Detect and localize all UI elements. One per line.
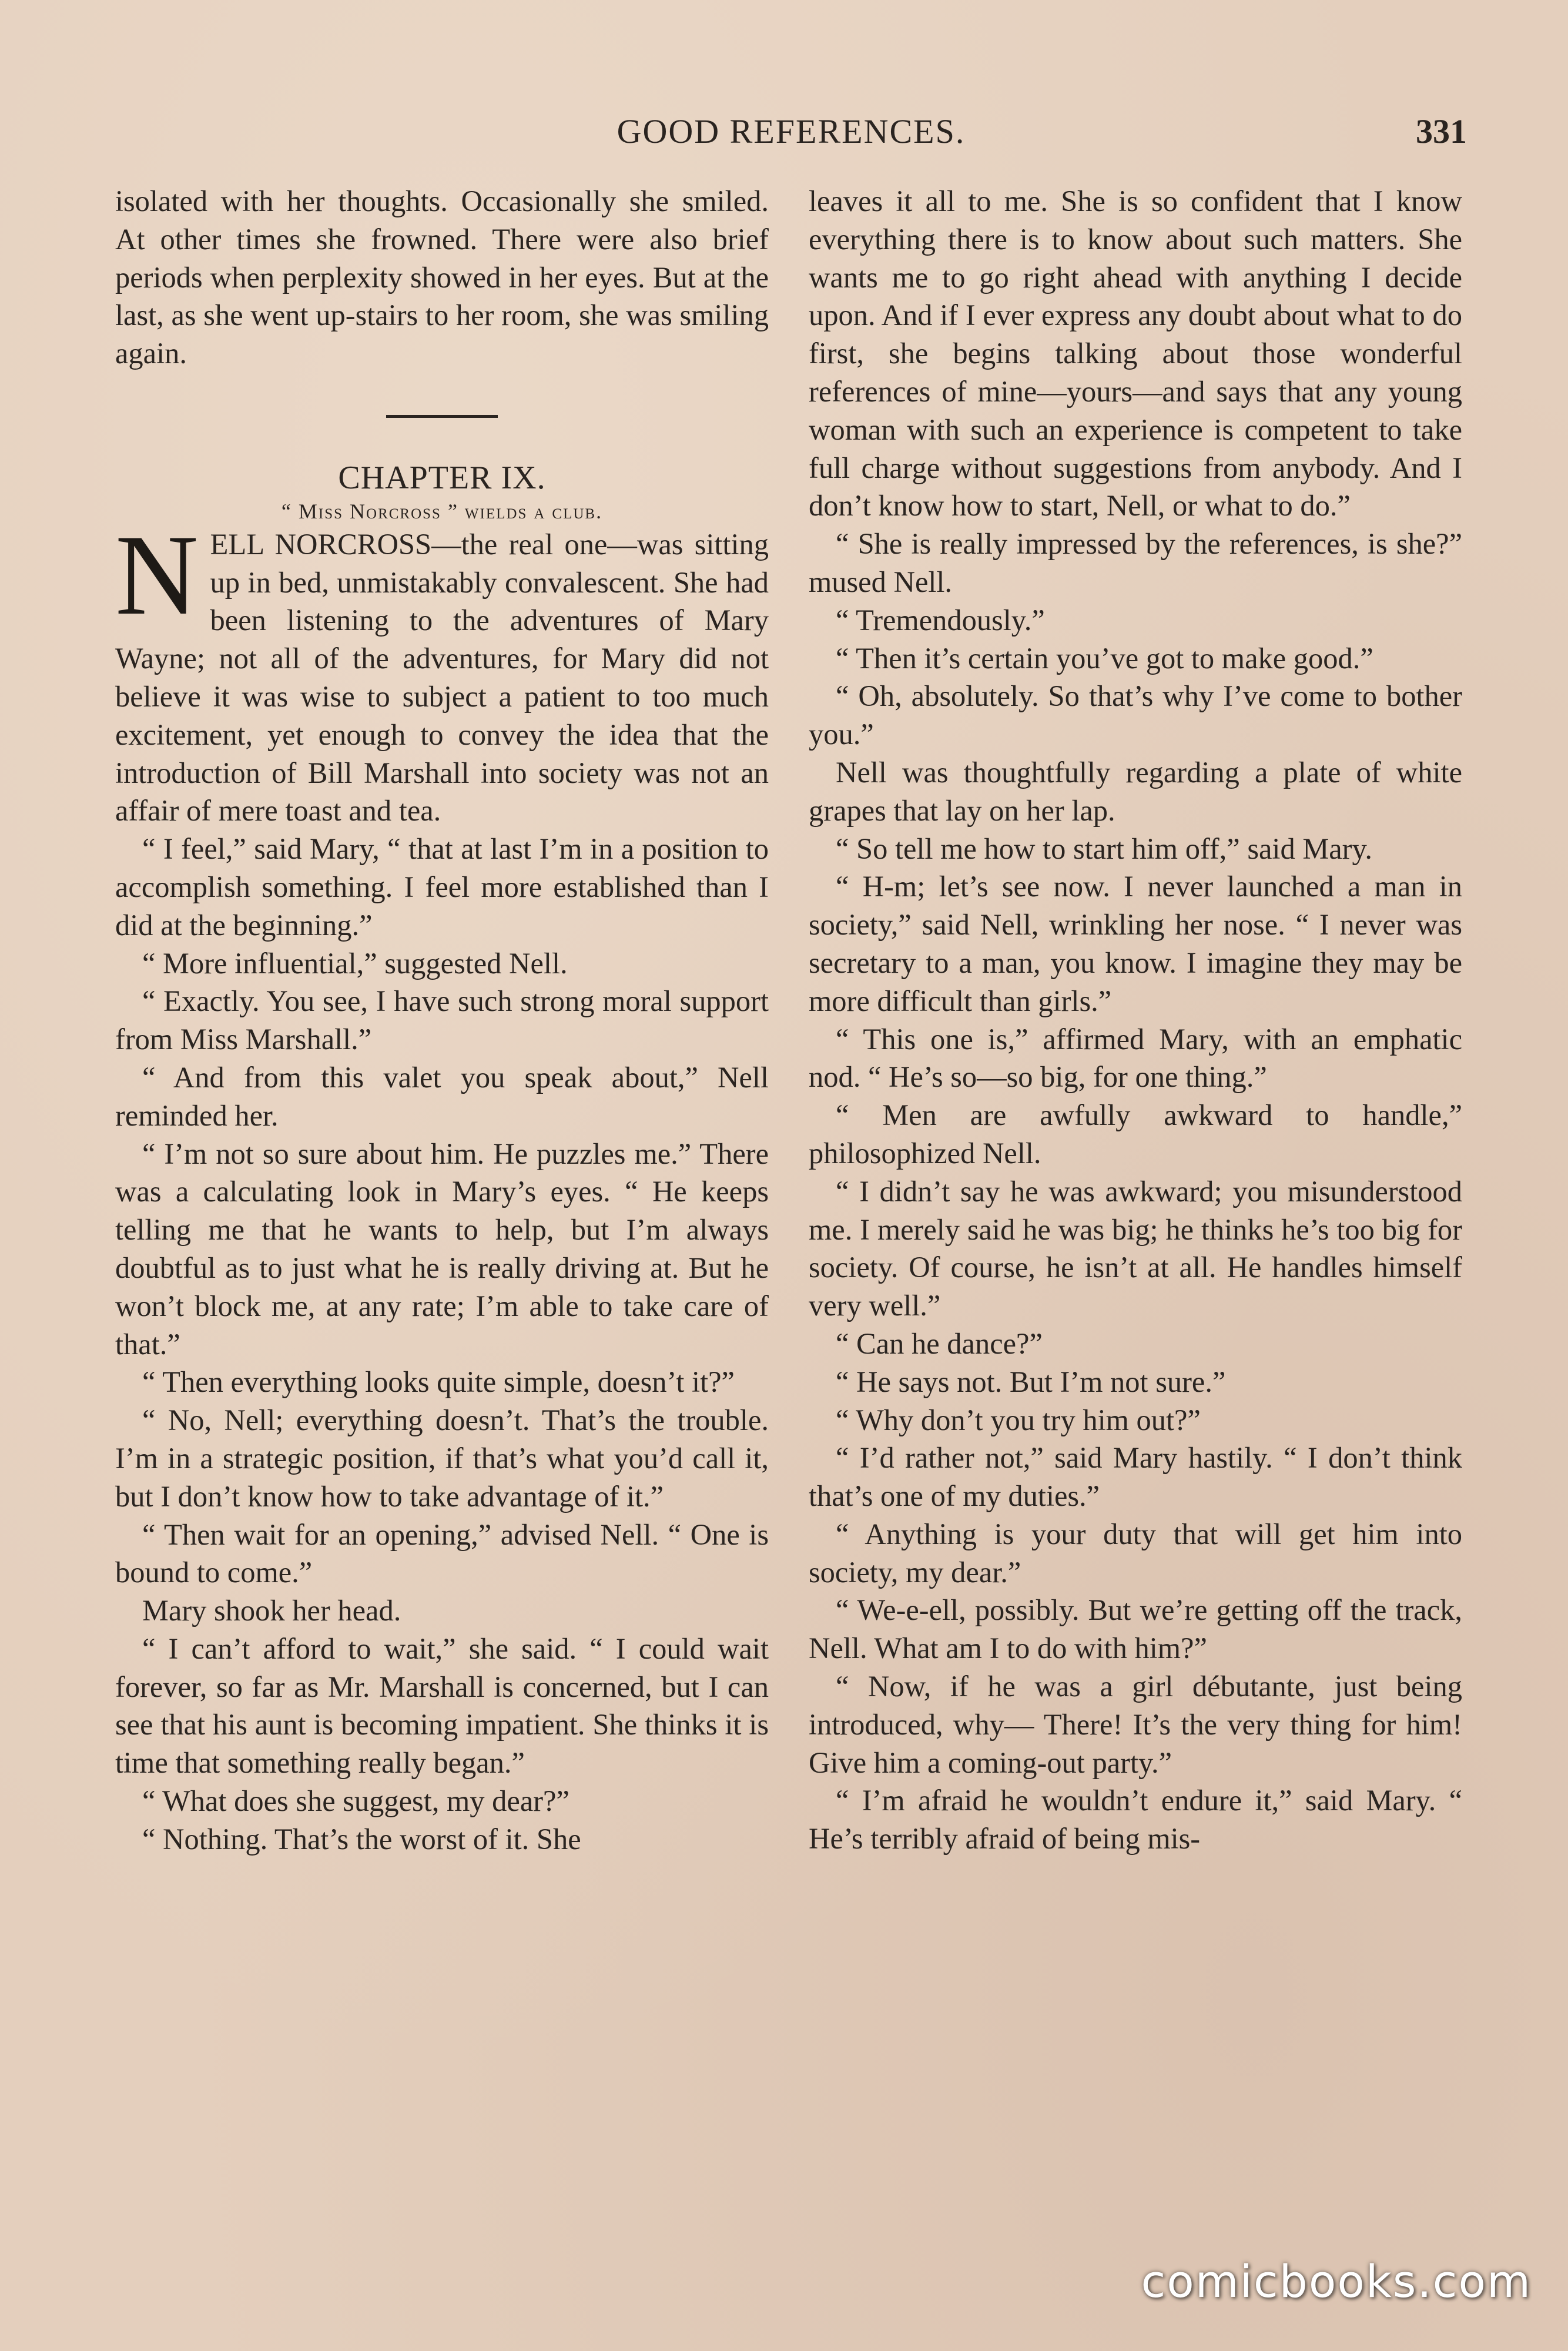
paragraph: “ Oh, absolutely. So that’s why I’ve come to bother you.” <box>809 679 1462 751</box>
paragraph: “ I’m afraid he wouldn’t endure it,” said Mary. “ He’s terribly afraid of being mis- <box>809 1784 1462 1856</box>
paragraph: “ More influential,” suggested Nell. <box>142 946 568 980</box>
drop-cap: N <box>115 511 199 639</box>
page-number: 331 <box>1416 112 1467 150</box>
paragraph: “ Exactly. You see, I have such strong moral support from Miss Marshall.” <box>115 984 769 1056</box>
paragraph: Mary shook her head. <box>142 1594 401 1627</box>
watermark-logo: comicbooks.com <box>1141 2255 1532 2308</box>
paragraph: “ H-m; let’s see now. I never launched a man in society,” said Nell, wrinkling her nose. “ I never was secretary to a man, you know. I imagine they may be more difficult than girls.” <box>809 870 1462 1017</box>
paragraph: “ I’m not so sure about him. He puzzles me.” There was a calculating look in Mary’s eyes. “ He keeps telling me that he wants to help, but I’m always doubtful as to just what he is really driving at. But he won’t block me, at any rate; I’m able to take care of that.” <box>115 1137 769 1361</box>
paragraph-text: ELL NORCROSS—the real one—was sitting up in bed, unmistakably convalescent. She had been listening to the adventures of Mary Wayne; not all of the adventures, for Mary did not believe it was wise to subject a patient to too much excitement, yet enough to convey the idea that the introduction of Bill Marshall into society was not an affair of mere toast and tea. <box>115 527 769 828</box>
page-header <box>115 112 1467 159</box>
paragraph: “ Anything is your duty that will get him into society, my dear.” <box>809 1517 1462 1589</box>
paragraph: “ Can he dance?” <box>836 1327 1043 1360</box>
paragraph: “ I can’t afford to wait,” she said. “ I could wait forever, so far as Mr. Marshall is concerned, but I can see that his aunt is becoming impatient. She thinks it is time that something really began.” <box>115 1632 769 1780</box>
paragraph: “ What does she suggest, my dear?” <box>142 1784 569 1818</box>
paragraph: “ We-e-ell, possibly. But we’re getting off the track, Nell. What am I to do with him?” <box>809 1593 1462 1665</box>
chapter-title: CHAPTER IX. <box>338 459 546 496</box>
paragraph: “ This one is,” affirmed Mary, with an emphatic nod. “ He’s so—so big, for one thing.” <box>809 1022 1462 1094</box>
paragraph: “ So tell me how to start him off,” said Mary. <box>836 832 1373 865</box>
paragraph: Nell was thoughtfully regarding a plate of white grapes that lay on her lap. <box>809 755 1462 827</box>
paragraph: “ And from this valet you speak about,” Nell reminded her. <box>115 1060 769 1132</box>
running-title: GOOD REFERENCES. <box>617 112 966 150</box>
paragraph: “ Then wait for an opening,” advised Nell. “ One is bound to come.” <box>115 1518 769 1589</box>
left-column <box>115 182 769 2210</box>
paragraph: “ No, Nell; everything doesn’t. That’s the trouble. I’m in a strategic position, if that’s what you’d call it, but I don’t know how to take advantage of it.” <box>115 1404 769 1513</box>
paragraph: “ I didn’t say he was awkward; you misunderstood me. I merely said he was big; he thinks he’s too big for society. Of course, he isn’t at all. He handles himself very well.” <box>809 1174 1462 1322</box>
paragraph: “ Men are awfully awkward to handle,” philosophized Nell. <box>809 1099 1462 1170</box>
paragraph: “ Then it’s certain you’ve got to make good.” <box>836 641 1373 675</box>
paragraph: “ He says not. But I’m not sure.” <box>836 1365 1226 1398</box>
paragraph: isolated with her thoughts. Occasionally she smiled. At other times she frowned. There were also brief periods when perplexity showed in her eyes. But at the last, as she went up-stairs to her room, she was smiling again. <box>115 185 769 370</box>
paragraph: “ Nothing. That’s the worst of it. She <box>142 1822 581 1856</box>
section-divider <box>386 415 498 418</box>
paragraph: “ Tremendously.” <box>836 603 1045 637</box>
paragraph: leaves it all to me. She is so confident that I know everything there is to know about such matters. She wants me to go right ahead with anything I decide upon. And if I ever express any doubt about what to do first, she begins talking about those wonderful references of mine—yours—and says that any young woman with such an experience is competent to take full charge without suggestions from anybody. And I don’t know how to start, Nell, or what to do.” <box>809 185 1462 523</box>
chapter-subtitle: “ Miss Norcross ” wields a club. <box>281 499 603 523</box>
paragraph: “ Now, if he was a girl débutante, just being introduced, why— There! It’s the very thing for him! Give him a coming-out party.” <box>809 1670 1462 1779</box>
paragraph: “ She is really impressed by the references, is she?” mused Nell. <box>809 527 1462 598</box>
paragraph: “ Then everything looks quite simple, doesn’t it?” <box>142 1365 735 1399</box>
paragraph: “ I’d rather not,” said Mary hastily. “ I don’t think that’s one of my duties.” <box>809 1441 1462 1513</box>
paragraph: “ I feel,” said Mary, “ that at last I’m in a position to accomplish something. I feel more established than I did at the beginning.” <box>115 832 769 942</box>
paragraph: “ Why don’t you try him out?” <box>836 1403 1201 1436</box>
right-column <box>809 182 1462 2210</box>
